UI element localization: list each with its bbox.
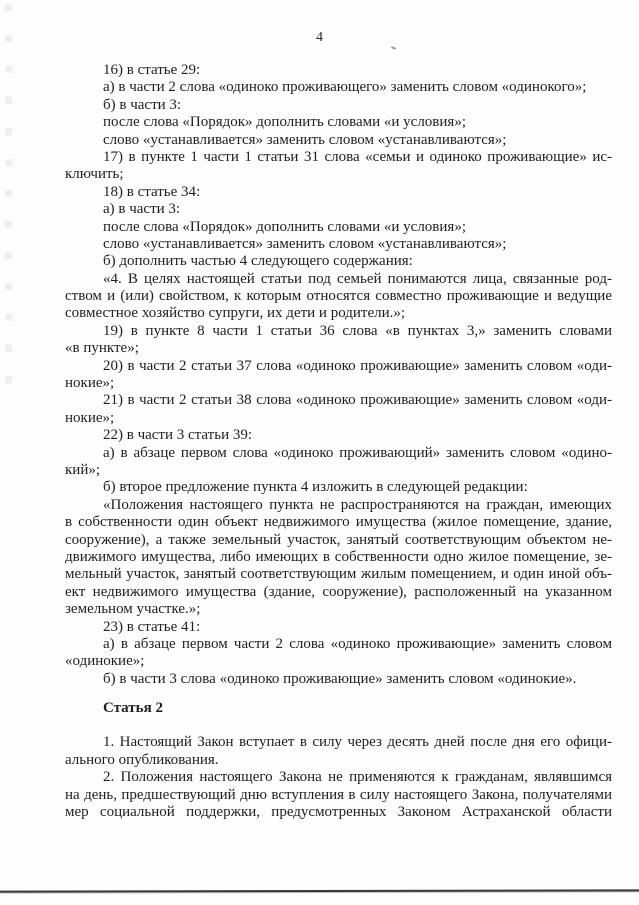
- text-line: в собственности один объект недвижимого имущества (жилое помещение, здание,: [65, 514, 612, 531]
- text-line: 2. Положения настоящего Закона не применяются к гражданам, являвшимся: [103, 769, 612, 786]
- text-line: движимого имущества, либо имеющих в собственности одно жилое помещение, зе-: [65, 548, 612, 565]
- text-line: 23) в статье 41:: [103, 618, 201, 635]
- text-line: сооружение), а также земельный участок, занятый соответствующим объектом не-: [65, 531, 612, 548]
- text-line: 17) в пункте 1 части 1 статьи 31 слова «семьи и одиноко проживающие» ис-: [103, 148, 612, 165]
- text-line: ект недвижимого имущества (здание, сооружение), расположенный на указанном: [65, 583, 612, 600]
- text-line: а) в части 2 слова «одиноко проживающего» заменить словом «одинокого»;: [103, 79, 587, 96]
- text-line: б) в части 3 слова «одиноко проживающие» заменить словом «одинокие».: [103, 670, 577, 687]
- scan-speck-artifact: [391, 46, 396, 50]
- text-line: а) в абзаце первом части 2 слова «одиноко проживающие» заменить словом: [103, 635, 612, 652]
- document-body: [65, 62, 612, 821]
- scan-bottom-edge: [0, 889, 639, 892]
- text-line: «в пункте»;: [65, 340, 139, 357]
- text-line: нокие»;: [65, 375, 115, 392]
- article-2-heading: Статья 2: [103, 700, 163, 717]
- text-line: 22) в части 3 статьи 39:: [103, 427, 253, 444]
- text-line: б) в части 3:: [103, 96, 182, 113]
- text-line: 21) в части 2 статьи 38 слова «одиноко проживающие» заменить словом «оди-: [103, 392, 612, 409]
- text-line: ключить;: [65, 166, 124, 183]
- text-line: «4. В целях настоящей статьи под семьей понимаются лица, связанные род-: [103, 270, 612, 287]
- text-line: ального опубликования.: [65, 751, 219, 768]
- text-line: а) в части 3:: [103, 201, 181, 218]
- text-line: б) второе предложение пункта 4 изложить в следующей редакции:: [103, 479, 528, 496]
- text-line: а) в абзаце первом слова «одиноко проживающий» заменить словом «одино-: [103, 444, 612, 461]
- text-line: совместное хозяйство супруги, их дети и родители.»;: [65, 305, 406, 322]
- text-line: 18) в статье 34:: [103, 183, 201, 200]
- text-line: 19) в пункте 8 части 1 статьи 36 слова «в пунктах 3,» заменить словами: [103, 322, 612, 339]
- text-line: мельный участок, занятый соответствующим жилым помещением, и один иной объ-: [65, 566, 612, 583]
- text-line: 1. Настоящий Закон вступает в силу через десять дней после дня его офици-: [103, 734, 612, 751]
- text-line: после слова «Порядок» дополнить словами «и условия»;: [103, 114, 466, 131]
- scan-edge-artifact: [5, 4, 12, 386]
- text-line: мер социальной поддержки, предусмотренных Законом Астраханской области: [65, 804, 612, 821]
- text-line: 20) в части 2 статьи 37 слова «одиноко проживающие» заменить словом «оди-: [103, 357, 612, 374]
- text-line: земельном участке.»;: [65, 601, 201, 618]
- text-line: б) дополнить частью 4 следующего содержания:: [103, 253, 413, 270]
- text-line: «одинокие»;: [65, 653, 145, 670]
- text-line: кий»;: [65, 461, 101, 478]
- text-line: слово «устанавливается» заменить словом «устанавливаются»;: [103, 131, 507, 148]
- text-line: нокие»;: [65, 409, 115, 426]
- text-line: на день, предшествующий дню вступления в силу настоящего Закона, получателями: [65, 786, 612, 803]
- text-line: слово «устанавливается» заменить словом «устанавливаются»;: [103, 235, 507, 252]
- text-line: ством и (или) свойством, к которым относятся совместно проживающие и ведущие: [65, 288, 612, 305]
- text-line: после слова «Порядок» дополнить словами «и условия»;: [103, 218, 466, 235]
- text-line: 16) в статье 29:: [103, 62, 201, 78]
- page-number: 4: [316, 30, 323, 45]
- text-line: «Положения настоящего пункта не распространяются на граждан, имеющих: [103, 496, 612, 513]
